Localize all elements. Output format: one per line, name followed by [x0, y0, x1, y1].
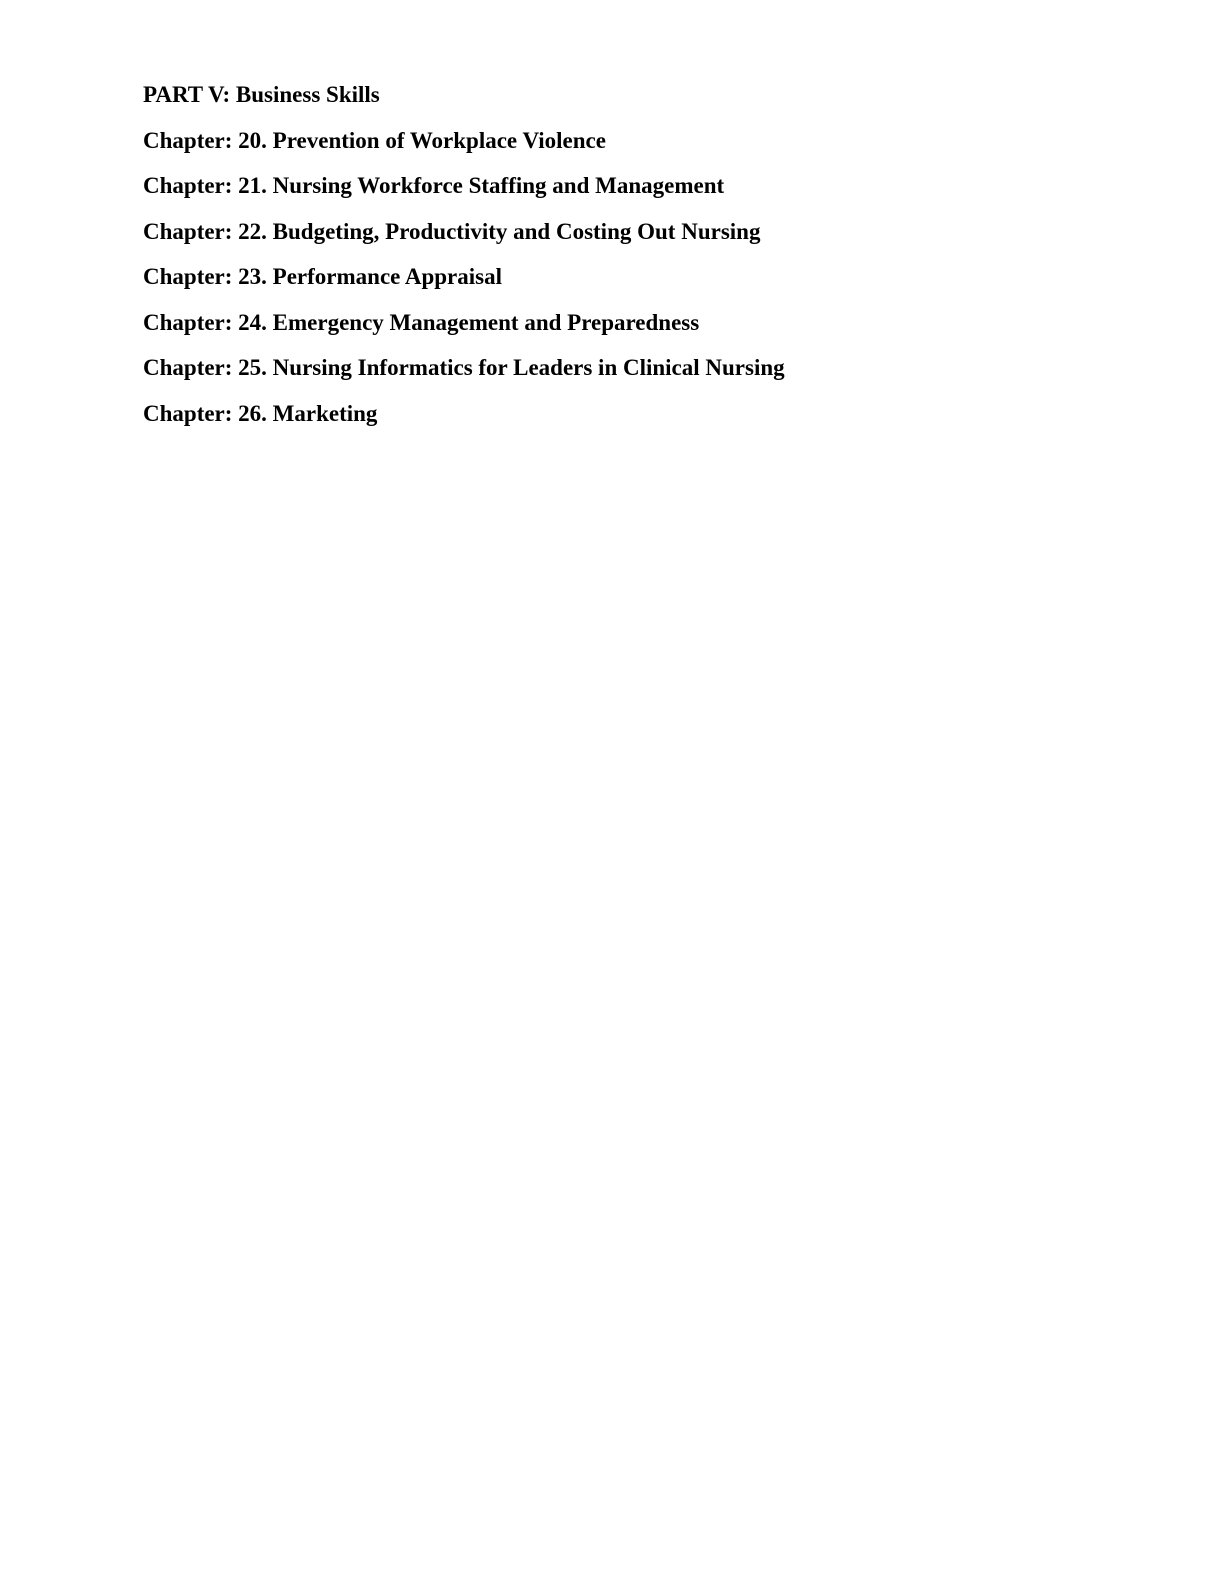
chapter-entry-22: Chapter: 22. Budgeting, Productivity and Costing Out Nursing: [143, 218, 761, 244]
chapter-entry-25: Chapter: 25. Nursing Informatics for Leaders in Clinical Nursing: [143, 355, 785, 380]
chapter-entry-26: Chapter: 26. Marketing: [143, 400, 378, 426]
table-of-contents: [143, 80, 785, 444]
chapter-entry-21: Chapter: 21. Nursing Workforce Staffing and Management: [143, 173, 725, 198]
chapter-entry-24: Chapter: 24. Emergency Management and Preparedness: [143, 309, 700, 335]
part-heading: PART V: Business Skills: [143, 82, 380, 107]
chapter-entry-20: Chapter: 20. Prevention of Workplace Violence: [143, 127, 606, 153]
chapter-entry-23: Chapter: 23. Performance Appraisal: [143, 264, 502, 289]
